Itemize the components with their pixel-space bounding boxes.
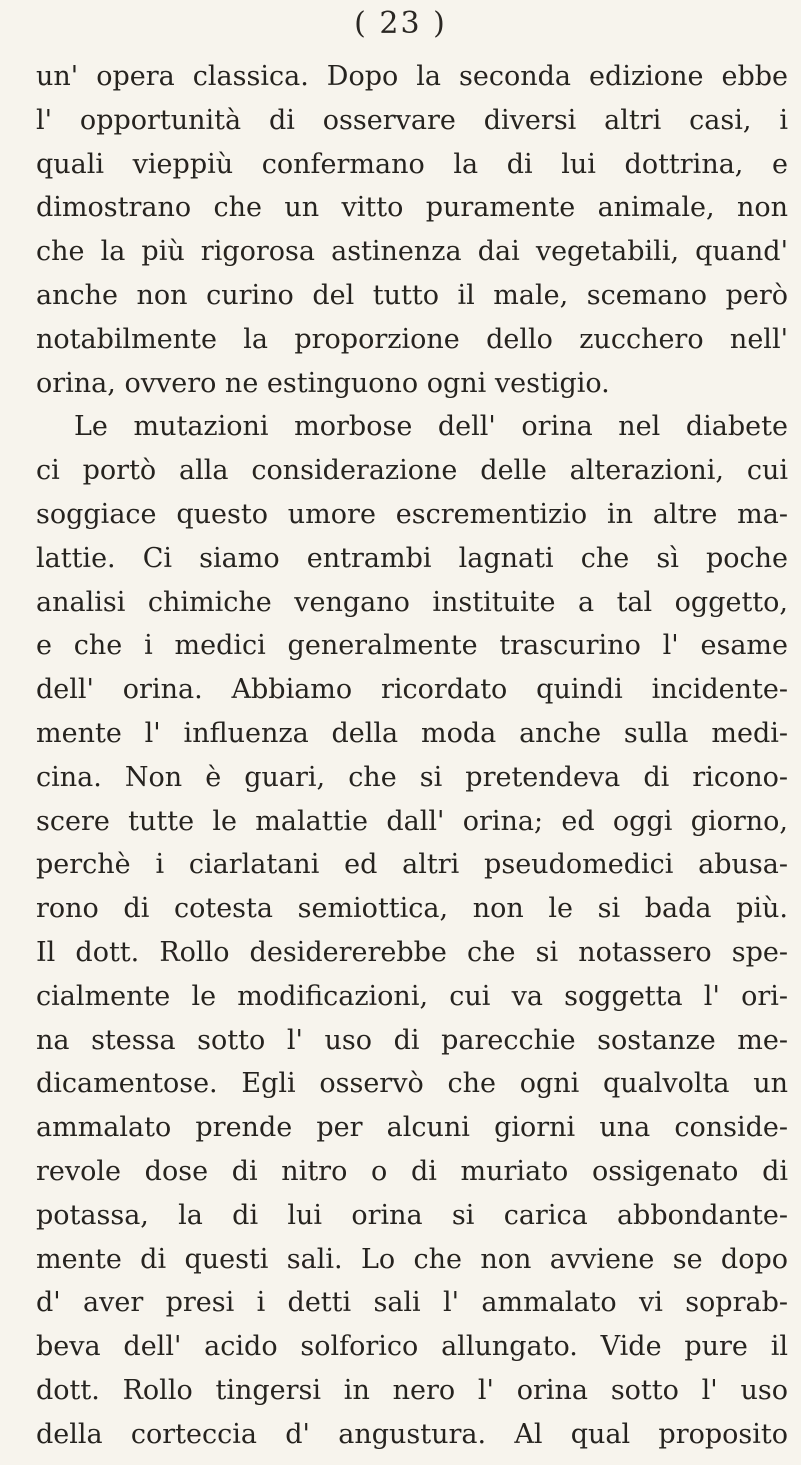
text-line: d' aver presi i detti sali l' ammalato vi soprab- <box>36 1287 788 1319</box>
text-line: che la più rigorosa astinenza dai vegetabili, quand' <box>36 236 788 268</box>
text-line: lattie. Ci siamo entrambi lagnati che sì poche <box>36 542 788 574</box>
text-line: ci portò alla considerazione delle alterazioni, cui <box>36 455 788 487</box>
text-line: beva dell' acido solforico allungato. Vide pure il <box>36 1331 788 1363</box>
text-line: un' opera classica. Dopo la seconda edizione ebbe <box>36 61 788 92</box>
text-line: notabilmente la proporzione dello zucchero nell' <box>36 323 788 355</box>
text-line: dell' orina. Abbiamo ricordato quindi incidente- <box>36 674 788 706</box>
text-line: dott. Rollo tingersi in nero l' orina sotto l' uso <box>36 1374 788 1406</box>
text-line: Il dott. Rollo desidererebbe che si notassero spe- <box>36 936 788 968</box>
text-line: dicamentose. Egli osservò che ogni qualvolta un <box>36 1068 788 1100</box>
text-line: quali vieppiù confermano la di lui dottrina, e <box>36 148 788 180</box>
text-line: dimostrano che un vitto puramente animale, non <box>36 192 788 224</box>
text-line: mente di questi sali. Lo che non avviene se dopo <box>36 1243 788 1275</box>
text-line: rono di cotesta semiottica, non le si bada più. <box>36 893 788 925</box>
text-line: della corteccia d' angustura. Al qual proposito <box>36 1418 788 1450</box>
text-line: anche non curino del tutto il male, scemano però <box>36 279 788 311</box>
text-line: mente l' influenza della moda anche sulla medi- <box>36 717 788 749</box>
text-line: na stessa sotto l' uso di parecchie sostanze me- <box>36 1024 788 1056</box>
paragraph-start-line: Le mutazioni morbose dell' orina nel diabete <box>74 411 788 443</box>
text-line: l' opportunità di osservare diversi altri casi, i <box>36 104 788 136</box>
text-line: cina. Non è guari, che si pretendeva di ricono- <box>36 761 788 793</box>
text-line: cialmente le modificazioni, cui va soggetta l' ori- <box>36 980 788 1012</box>
text-line: perchè i ciarlatani ed altri pseudomedici abusa- <box>36 849 788 881</box>
text-line: ammalato prende per alcuni giorni una conside- <box>36 1112 788 1144</box>
body-text <box>36 55 788 1457</box>
text-line: potassa, la di lui orina si carica abbondante- <box>36 1199 788 1231</box>
text-line: revole dose di nitro o di muriato ossigenato di <box>36 1155 788 1187</box>
text-line: orina, ovvero ne estinguono ogni vestigio. <box>36 367 610 399</box>
text-line: analisi chimiche vengano instituite a tal oggetto, <box>36 586 788 618</box>
page-number: ( 23 ) <box>354 6 447 41</box>
text-line: e che i medici generalmente trascurino l' esame <box>36 630 788 662</box>
text-line: soggiace questo umore escrementizio in altre ma- <box>36 498 788 530</box>
text-line: scere tutte le malattie dall' orina; ed oggi giorno, <box>36 805 788 837</box>
